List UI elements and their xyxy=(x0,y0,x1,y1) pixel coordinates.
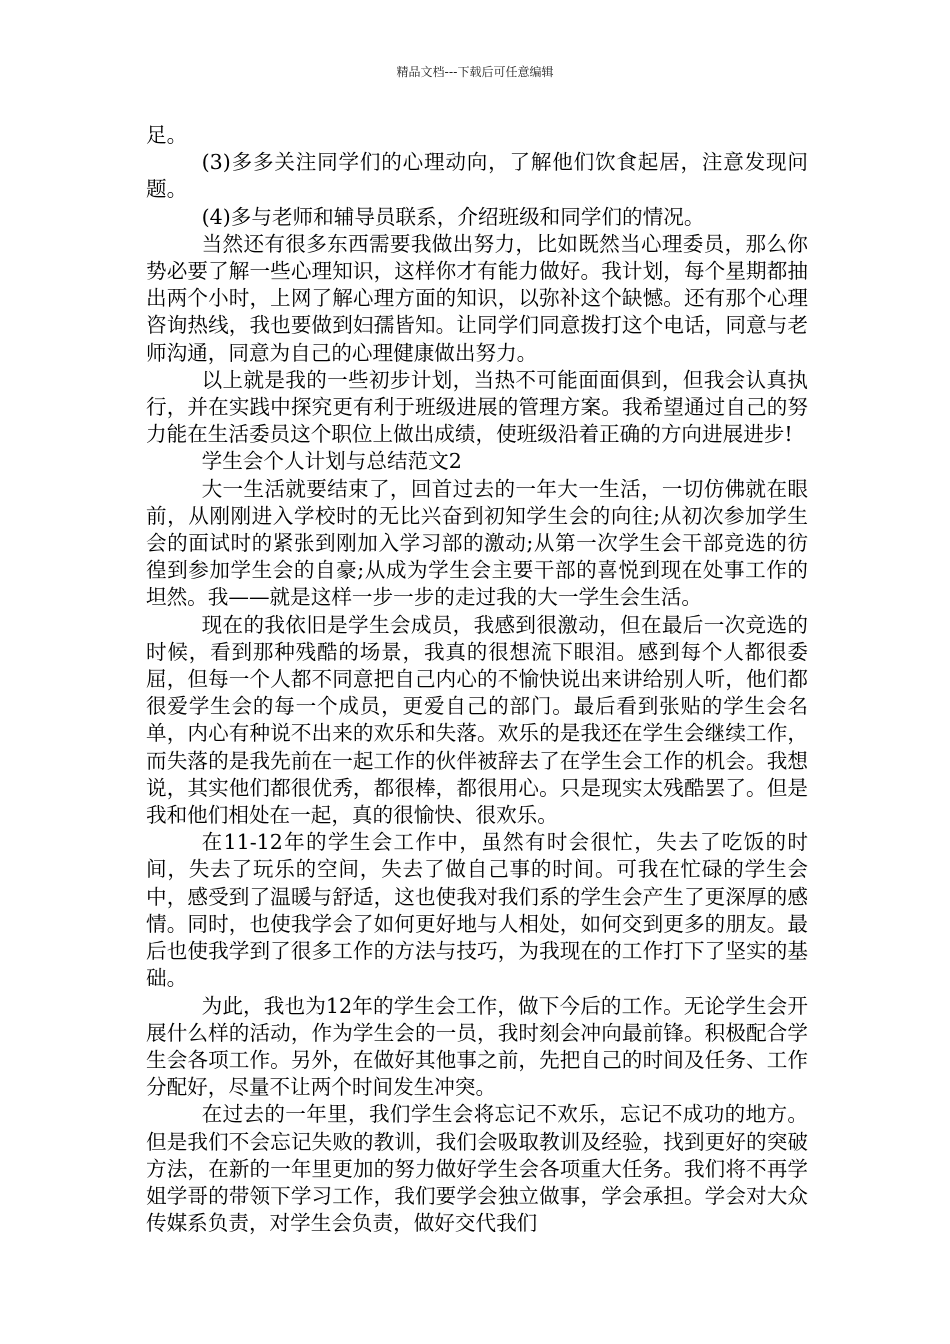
paragraph-item-3: (3)多多关注同学们的心理动向，了解他们饮食起居，注意发现问题。 xyxy=(146,150,808,202)
paragraph: 现在的我依旧是学生会成员，我感到很激动，但在最后一次竞选的时候，看到那种残酷的场景，我真的很想流下眼泪。感到每个人都很委屈，但每一个人都不同意把自己内心的不愉快说出来讲给别人听，他们都很爱学生会的每一个成员，更爱自己的部门。最后看到张贴的学生会名单，内心有种说不出来的欢乐和失落。欢乐的是我还在学生会继续工作，而失落的是我先前在一起工作的伙伴被辞去了在学生会工作的机会。我想说，其实他们都很优秀，都很棒，都很用心。只是现实太残酷罢了。但是我和他们相处在一起，真的很愉快、很欢乐。 xyxy=(146,612,808,828)
paragraph-item-4: (4)多与老师和辅导员联系，介绍班级和同学们的情况。 xyxy=(201,204,705,229)
paragraph: 为此，我也为12年的学生会工作，做下今后的工作。无论学生会开展什么样的活动，作为学生会的一员，我时刻会冲向最前锋。积极配合学生会各项工作。另外，在做好其他事之前，先把自己的时间及任务、工作分配好，尽量不让两个时间发生冲突。 xyxy=(146,993,808,1100)
paragraph: 大一生活就要结束了，回首过去的一年大一生活，一切仿佛就在眼前，从刚刚进入学校时的无比兴奋到初知学生会的向往;从初次参加学生会的面试时的紧张到刚加入学习部的激动;从第一次学生会干部竞选的彷徨到参加学生会的自豪;从成为学生会主要干部的喜悦到现在处事工作的坦然。我——就是这样一步一步的走过我的大一学生会生活。 xyxy=(146,476,808,610)
section-title: 学生会个人计划与总结范文2 xyxy=(201,449,462,474)
paragraph: 当然还有很多东西需要我做出努力，比如既然当心理委员，那么你势必要了解一些心理知识，这样你才有能力做好。我计划，每个星期都抽出两个小时，上网了解心理方面的知识，以弥补这个缺憾。还有那个心理咨询热线，我也要做到妇孺皆知。让同学们同意拨打这个电话，同意与老师沟通，同意为自己的心理健康做出努力。 xyxy=(146,231,808,365)
paragraph: 在过去的一年里，我们学生会将忘记不欢乐，忘记不成功的地方。但是我们不会忘记失败的教训，我们会吸取教训及经验，找到更好的突破方法，在新的一年里更加的努力做好学生会各项重大任务。我们将不再学姐学哥的带领下学习工作，我们要学会独立做事，学会承担。学会对大众传媒系负责，对学生会负责，做好交代我们 xyxy=(146,1102,808,1236)
paragraph: 以上就是我的一些初步计划，当热不可能面面俱到，但我会认真执行，并在实践中探究更有利于班级进展的管理方案。我希望通过自己的努力能在生活委员这个职位上做出成绩，使班级沿着正确的方向进展进步! xyxy=(146,367,808,447)
page-header: 精品文档---下载后可任意编辑 xyxy=(396,65,554,79)
paragraph-continuation: 足。 xyxy=(146,123,188,147)
paragraph: 在11-12年的学生会工作中，虽然有时会很忙，失去了吃饭的时间，失去了玩乐的空间，失去了做自己事的时间。可我在忙碌的学生会中，感受到了温暖与舒适，这也使我对我们系的学生会产生了更深厚的感情。同时，也使我学会了如何更好地与人相处，如何交到更多的朋友。最后也使我学到了很多工作的方法与技巧，为我现在的工作打下了坚实的基础。 xyxy=(146,830,808,991)
document-body xyxy=(146,122,808,1237)
